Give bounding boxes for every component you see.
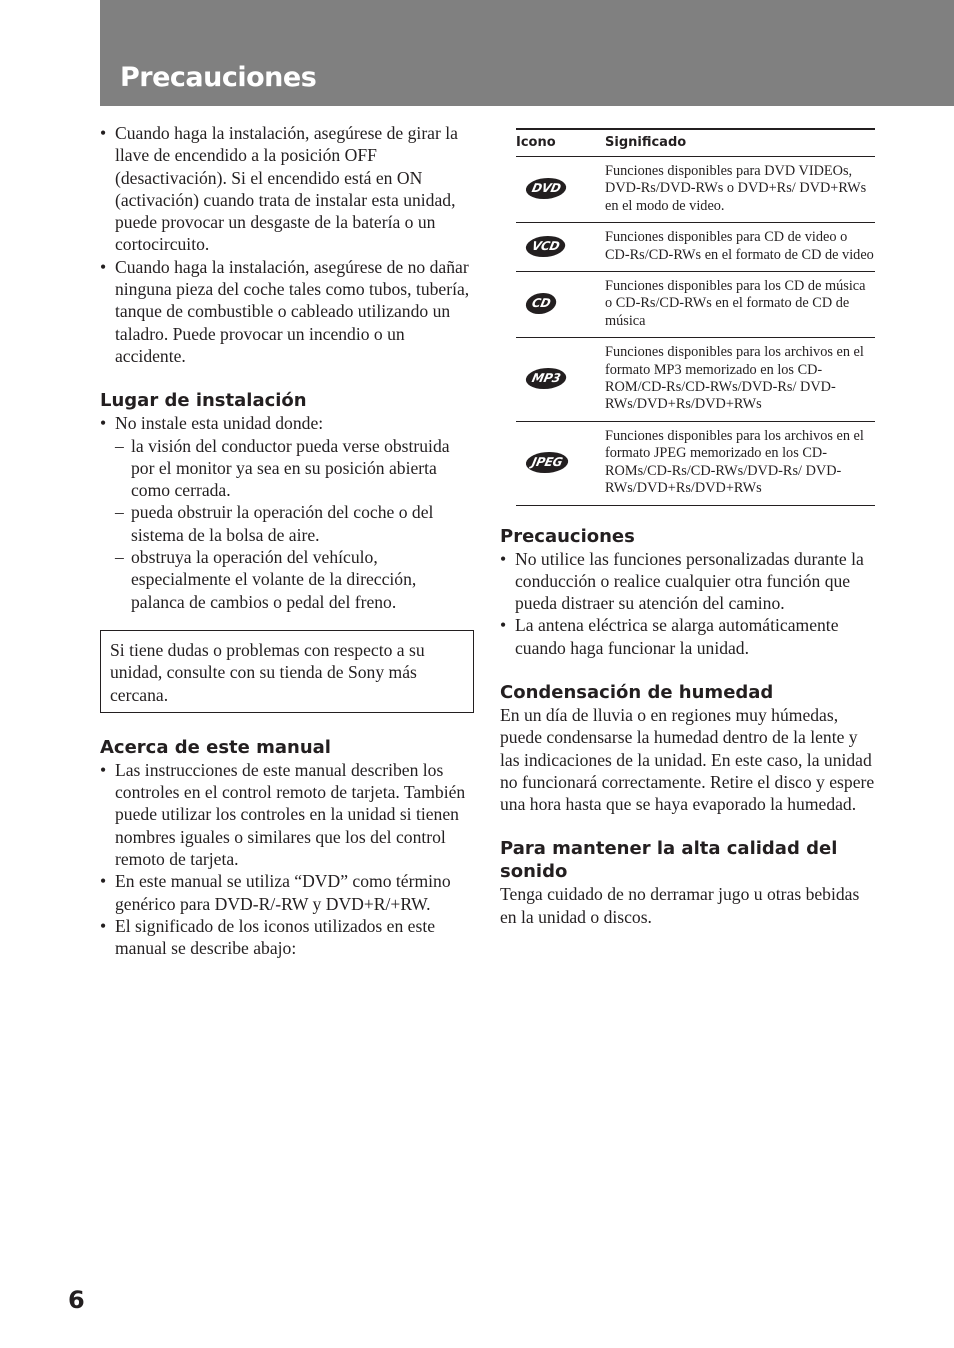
icon-column-header: Icono (516, 129, 605, 157)
install-bullet: • No instale esta unidad donde: (100, 412, 474, 434)
install-dash-item: – obstruya la operación del vehículo, especialmente el volante de la dirección, palanca de cambios o pedal del freno. (100, 546, 474, 613)
header-bar (100, 0, 954, 106)
icon-table (516, 128, 875, 506)
table-row (516, 421, 875, 505)
table-row (516, 157, 875, 223)
icon-table-header-row (516, 129, 875, 157)
page-number: 6 (68, 1286, 85, 1314)
dvd-icon: DVD (524, 178, 569, 199)
left-column (100, 122, 474, 960)
intro-bullet-list (100, 122, 474, 367)
note-text: Si tiene dudas o problemas con respecto a su unidad, consulte con su tienda de Sony más cercana. (110, 639, 425, 705)
note-box (100, 630, 474, 713)
manual-bullet-list (100, 759, 474, 960)
intro-bullet: • Cuando haga la instalación, asegúrese de no dañar ninguna pieza del coche tales como tubos, tubería, tanque de combustible o cableado utilizando un taladro. Puede provocar un incendio o un accidente. (100, 256, 474, 367)
right-text (500, 525, 875, 929)
mp3-icon: MP3 (524, 368, 569, 389)
meaning-cell: Funciones disponibles para los archivos en el formato MP3 memorizado en los CD-ROM/CD-Rs/CD-RWs/DVD-Rs/ DVD-RWs/DVD+Rs/DVD+RWs (605, 338, 875, 422)
icon-cell (516, 272, 605, 338)
manual-bullet: • El significado de los iconos utilizados en este manual se describe abajo: (100, 915, 474, 960)
precautions-bullet: • No utilice las funciones personalizadas durante la conducción o realice cualquier otra función que pueda distraer su atención del camino. (500, 548, 875, 615)
precautions-heading: Precauciones (500, 525, 635, 547)
cd-icon: CD (524, 293, 559, 314)
precautions-bullet-list (500, 548, 875, 659)
table-row (516, 223, 875, 272)
intro-bullet: • Cuando haga la instalación, asegúrese de girar la llave de encendido a la posición OFF (desactivación). Si el encendido está en ON (activación) cuando trata de instalar esta unidad, puede provocar un desgaste de la batería o un cortocircuito. (100, 122, 474, 256)
manual-heading: Acerca de este manual (100, 736, 331, 758)
precautions-bullet: • La antena eléctrica se alarga automáticamente cuando haga funcionar la unidad. (500, 614, 875, 659)
meaning-cell: Funciones disponibles para los CD de música o CD-Rs/CD-RWs en el formato de CD de música (605, 272, 875, 338)
sound-text: Tenga cuidado de no derramar jugo u otras bebidas en la unidad o discos. (500, 884, 860, 927)
install-dash-item: – pueda obstruir la operación del coche o del sistema de la bolsa de aire. (100, 501, 474, 546)
icon-cell (516, 421, 605, 505)
meaning-cell: Funciones disponibles para CD de video o CD-Rs/CD-RWs en el formato de CD de video (605, 223, 875, 272)
icon-cell (516, 338, 605, 422)
jpeg-icon: JPEG (524, 452, 571, 473)
manual-bullet: • Las instrucciones de este manual describen los controles en el control remoto de tarjeta. También puede utilizar los controles en la unidad si tienen nombres iguales o similares que los del control remoto de tarjeta. (100, 759, 474, 870)
vcd-icon: VCD (524, 236, 568, 257)
condensation-text: En un día de lluvia o en regiones muy húmedas, puede condensarse la humedad dentro de la lente y las indicaciones de la unidad. En este caso, la unidad no funcionará correctamente. Retire el disco y espere una hora hasta que se haya evaporado la humedad. (500, 704, 875, 815)
page-title: Precauciones (120, 62, 317, 93)
install-heading: Lugar de instalación (100, 390, 307, 412)
sound-heading: Para mantener la alta calidad del sonido (500, 838, 838, 883)
table-row (516, 272, 875, 338)
manual-bullet: • En este manual se utiliza “DVD” como término genérico para DVD-R/-RW y DVD+R/+RW. (100, 870, 474, 915)
meaning-cell: Funciones disponibles para DVD VIDEOs, DVD-Rs/DVD-RWs o DVD+Rs/ DVD+RWs en el modo de video. (605, 157, 875, 223)
install-dash-item: – la visión del conductor pueda verse obstruida por el monitor ya sea en su posición abierta como cerrada. (100, 435, 474, 502)
install-list (100, 412, 474, 613)
condensation-heading: Condensación de humedad (500, 681, 774, 703)
meaning-column-header: Significado (605, 129, 875, 157)
icon-cell (516, 223, 605, 272)
icon-cell (516, 157, 605, 223)
right-column (500, 122, 875, 928)
table-row (516, 338, 875, 422)
meaning-cell: Funciones disponibles para los archivos en el formato JPEG memorizado en los CD-ROMs/CD-Rs/CD-RWs/DVD-Rs/ DVD-RWs/DVD+Rs/DVD+RWs (605, 421, 875, 505)
